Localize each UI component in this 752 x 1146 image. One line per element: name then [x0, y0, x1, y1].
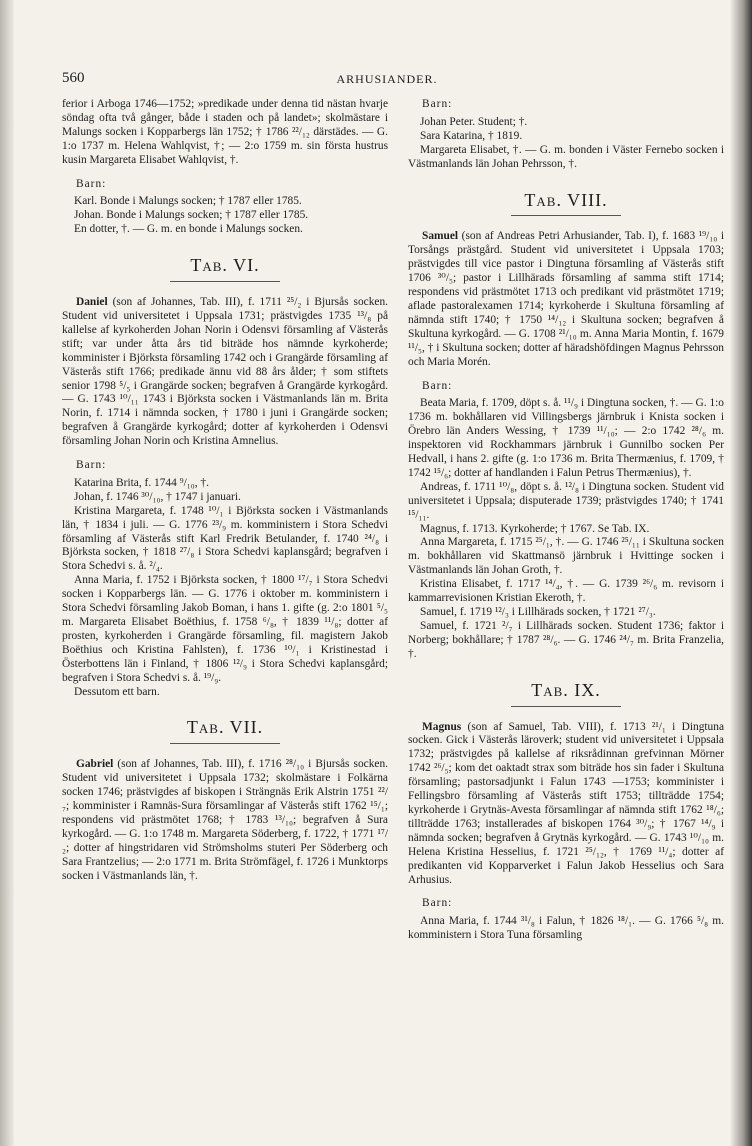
- child-entry: Dessutom ett barn.: [74, 685, 160, 698]
- children-label: Barn:: [422, 897, 453, 910]
- child-entry: Johan Peter. Student; †.: [420, 115, 528, 128]
- biography-paragraph: [62, 296, 388, 449]
- child-entry: Beata Maria, f. 1709, döpt s. å. ¹¹/₉ i Dingtuna socken, †. — G. 1:o 1736 m. bokhållaren vid Villingsbergs järnbruk i Knista socken i Örebro län Anders Wessing, † 1739 ¹¹/₁₀; — 2:o 1742 ²⁸/₆ m. inspektoren vid Rockhammars järnbruk i Gunnilbo socken Per Hedvall, i hans 2. gifte (g. 1:o 1736 m. Brita Thermænius, f. 1709, † 1742 ¹⁵/₆; dotter af handlanden i Falun Petrus Thermænius), †.: [408, 397, 724, 479]
- children-label: Barn:: [422, 98, 453, 110]
- child-entry: Karl. Bonde i Malungs socken; † 1787 eller 1785.: [74, 195, 302, 208]
- child-entry: Johan, f. 1746 ³⁰/₁₀, † 1747 i januari.: [74, 490, 241, 503]
- children-label: Barn:: [422, 379, 453, 392]
- table-heading-vii: [62, 717, 388, 744]
- running-head: ARHUSIANDER.: [336, 72, 438, 86]
- intro-paragraph: ferior i Arboga 1746—1752; »predikade under denna tid nästan hvarje söndag ofta två gånger, både i staden och på landet»; skolmästare i Malungs socken i Kopparbergs län 1752; † 1786 ²²/₁₂ därstädes. — G. 1:o 1737 m. Helena Wahlqvist, †; — 2:o 1759 m. sin första hustrus kusin Margareta Elisabet Wahlqvist, †.: [62, 98, 388, 166]
- child-entry: Katarina Brita, f. 1744 ⁹/₁₀, †.: [74, 476, 209, 489]
- biography-paragraph: [408, 721, 724, 888]
- table-heading-text: Tab. VI.: [190, 255, 260, 276]
- child-entry: Kristina Elisabet, f. 1717 ¹⁴/₄, †. — G. 1739 ²⁶/₆ m. revisorn i kammarrevisionen Kristian Ekeroth, †.: [408, 578, 724, 605]
- table-heading-text: Tab. VIII.: [524, 189, 608, 210]
- biography-text: (son af Andreas Petri Arhusiander, Tab. I), f. 1683 ¹⁹/₁₀ i Torsångs prästgård. Student vid universitetet i Uppsala 1703; prästvigdes till vice pastor i Dingtuna församling af Västerås stift 1706 ³⁰/₅; pastor i Lillhärads församling af samma stift 1714; respondens vid prästmötet 1713 och predikant vid prästmötet 1719; aflade pastoralexamen 1714; kyrkoherde i Skultuna församling af nämnda stift 1740; † 1750 ¹⁴/₁₂ i Skultuna socken; begrafven å Skultuna kyrkogård. — G. 1708 ²¹/₁₀ m. Anna Maria Montin, f. 1679 ¹¹/₅, † i Skultuna socken; dotter af häradshöfdingen Magnus Pehrsson och Maria Morén.: [408, 230, 724, 368]
- child-entry: Sara Katarina, † 1819.: [420, 129, 523, 142]
- page-number: 560: [62, 70, 85, 86]
- biography-paragraph: [62, 758, 388, 883]
- person-name: Daniel: [76, 296, 108, 309]
- child-entry: Magnus, f. 1713. Kyrkoherde; † 1767. Se Tab. IX.: [420, 522, 650, 535]
- biography-text: (son af Samuel, Tab. VIII), f. 1713 ²¹/₁ i Dingtuna socken. Gick i Västerås läroverk; student vid universitetet i Uppsala 1732; prästvigdes på kallelse af riksrådinnan grefvinnan Mörner 1742 ²⁶/₅; kom det oaktadt strax som biträde hos sin fader i Skultuna församling; pastorsadjunkt i Falun 1743 —1753; komminister i Fellingsbro församling af Västerås stift 1753; tillträdde 1754; kyrkoherde i Grytnäs-Avesta församlingar af nämnda stift 1762 ¹⁸/₆; tillträdde 1763; installerades af biskopen 1764 ³⁰/₉; † 1767 ¹⁴/₉ i nämnda socken; begrafven å Grytnäs kyrkogård. — G. 1743 ¹⁰/₁₀ m. Helena Kristina Hesselius, f. 1721 ²⁵/₁₂, † 1769 ¹¹/₄; dotter af predikanten vid Kopparverket i Falun Jakob Hesselius och Sara Arhusius.: [408, 720, 724, 886]
- table-heading-vi: [62, 255, 388, 282]
- child-entry: En dotter, †. — G. m. en bonde i Malungs socken.: [74, 223, 303, 236]
- page-edge: [730, 0, 752, 1146]
- person-name: Magnus: [422, 720, 462, 733]
- biography-text: (son af Johannes, Tab. III), f. 1711 ²⁵/₂ i Bjursås socken. Student vid universitetet i Uppsala 1731; prästvigdes 1735 ¹³/₈ på kallelse af kyrkoherden Johan Norin i Odensvi församling af Västerås stift; var under åtta års tid biträde hos nämnde kyrkoherde; komminister i Björksta församling 1742 och i Grangärde församling af Västerås stift 1766; predikade ännu vid 88 års ålder; † som stiftets senior 1798 ⁵/₅ i Grangärde socken; begrafven å Grangärde kyrkogård. — G. 1743 ¹⁰/₁₁ 1743 i Björksta socken i Västmanlands län m. Brita Norin, f. 1714 i nämnda socken, † 1780 i juni i Grangärde socken; begrafven å Grangärde kyrkogård; dotter af kyrkoherden i Odensvi församling Johan Norin och Kristina Amnelius.: [62, 296, 388, 448]
- child-entry: Samuel, f. 1719 ¹²/₃ i Lillhärads socken, † 1721 ²⁷/₃.: [420, 606, 656, 618]
- children-label: Barn:: [76, 177, 107, 190]
- table-heading-text: Tab. VII.: [186, 717, 264, 738]
- table-heading-viii: [408, 189, 724, 217]
- heading-rule: [511, 706, 621, 707]
- right-column: [408, 98, 724, 943]
- biography-text: (son af Johannes, Tab. III), f. 1716 ²⁸/₁₀ i Bjursås socken. Student vid universitetet i Uppsala 1732; skolmästare i Folkärna socken 1746; prästvigdes af biskopen i Strängnäs Erik Alstrin 1751 ²²/₇; komminister i Ramnäs-Sura församlingar af Västerås stift 1762 ¹⁵/₁; respondens vid prästmötet 1768; † 1783 ¹³/₁₀; begrafven å Sura kyrkogård. — G. 1:o 1748 m. Margareta Söderberg, f. 1722, † 1771 ¹⁷/₂; dotter af hingstridaren vid Strömsholms stuteri Per Söderberg och Sara Frantzelius; — 2:o 1771 m. Brita Strömfägel, f. 1726 i Munktorps socken i Västmanlands län, †.: [62, 758, 388, 882]
- child-entry: Anna Margareta, f. 1715 ²⁵/₁, †. — G. 1746 ²⁵/₁₁ i Skultuna socken m. bokhållaren vid Skattmansö järnbruk i Hvittinge socken i Västmanlands län Johan Groth, †.: [408, 536, 724, 577]
- biography-paragraph: [408, 230, 724, 369]
- child-entry: Anna Maria, f. 1752 i Björksta socken, † 1800 ¹⁷/₇ i Stora Schedvi socken i Kopparbergs län. — G. 1776 i oktober m. komministern i Stora Schedvi församling Jakob Boman, i hans 1. gifte (g. 2:o 1801 ⁵/₅ m. Margareta Elisabet Boëthius, f. 1758 ⁶/₈, † 1839 ¹¹/₈; dotter af prosten, kyrkoherden i Grangärde församling, fil. magistern Jakob Boëthius och Kristina Fahlsten), f. 1736 ¹⁰/₁ i Kristinestad i Österbottens län i Finland, † 1806 ¹²/₉ i Stora Schedvi kaplansgård; begrafven i Stora Schedvi s. å. ¹⁹/₉.: [62, 574, 388, 684]
- heading-rule: [170, 743, 280, 744]
- person-name: Samuel: [422, 230, 459, 243]
- person-name: Gabriel: [76, 758, 114, 771]
- child-entry: Anna Maria, f. 1744 ³¹/₈ i Falun, † 1826 ¹⁸/₁. — G. 1766 ⁵/₈ m. komministern i Stora Tuna församling: [408, 915, 724, 942]
- page-gutter-shadow: [0, 0, 14, 1146]
- child-entry: Johan. Bonde i Malungs socken; † 1787 eller 1785.: [74, 209, 309, 222]
- child-entry: Margareta Elisabet, †. — G. m. bonden i Väster Fernebo socken i Västmanlands län Johan Pehrsson, †.: [408, 143, 724, 170]
- heading-rule: [170, 281, 280, 282]
- child-entry: Andreas, f. 1711 ¹⁰/₈, döpt s. å. ¹²/₈ i Dingtuna socken. Student vid universitetet i Uppsala; disputerade 1739; prästvigdes 1740; † 1741 ¹⁵/₁₁.: [408, 480, 724, 521]
- page-header: [62, 70, 712, 90]
- left-column: [62, 98, 388, 884]
- heading-rule: [511, 215, 621, 216]
- table-heading-ix: [408, 679, 724, 707]
- child-entry: Samuel, f. 1721 ²/₇ i Lillhärads socken. Student 1736; faktor i Norberg; bokhållare; † 1787 ²⁸/₆. — G. 1746 ²⁴/₇ m. Brita Franzelia, †.: [408, 619, 724, 660]
- child-entry: Kristina Margareta, f. 1748 ¹⁰/₁ i Björksta socken i Västmanlands län, † 1834 i juli. — G. 1776 ²³/₉ m. komministern i Stora Schedvi församling af Västerås stift Karl Fredrik Betulander, f. 1740 ²⁴/₈ i Björksta socken, † 1818 ²⁷/₈ i Stora Schedvi kaplansgård; begrafven i Stora Schedvi s. å. ²/₄.: [62, 504, 388, 573]
- table-heading-text: Tab. IX.: [531, 679, 601, 700]
- children-label: Barn:: [76, 459, 107, 472]
